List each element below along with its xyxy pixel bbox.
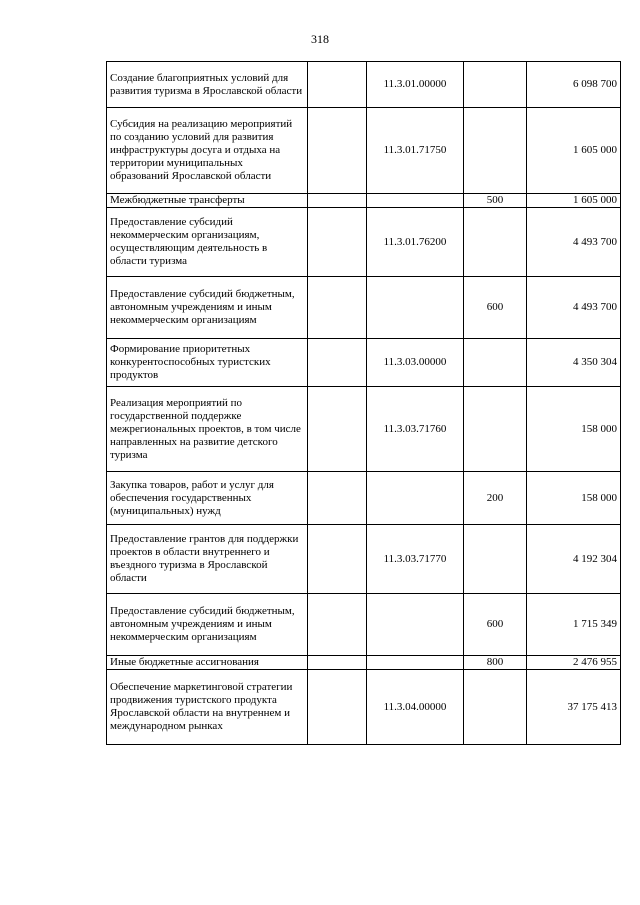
row-amount-cell: 1 715 349 — [527, 594, 621, 656]
budget-table-body — [107, 62, 621, 745]
row-code-cell: 11.3.04.00000 — [367, 670, 464, 745]
row-expense-type-cell: 600 — [464, 277, 527, 339]
table-row — [107, 670, 621, 745]
row-empty-cell — [308, 656, 367, 670]
budget-table — [106, 61, 621, 745]
row-empty-cell — [308, 194, 367, 208]
row-code-cell: 11.3.03.71760 — [367, 387, 464, 472]
row-expense-type-cell — [464, 339, 527, 387]
row-empty-cell — [308, 525, 367, 594]
row-amount-cell: 158 000 — [527, 387, 621, 472]
row-empty-cell — [308, 62, 367, 108]
row-name-cell: Межбюджетные трансферты — [107, 194, 308, 208]
row-code-cell — [367, 594, 464, 656]
row-amount-cell: 4 350 304 — [527, 339, 621, 387]
row-code-cell: 11.3.01.76200 — [367, 208, 464, 277]
row-empty-cell — [308, 387, 367, 472]
row-expense-type-cell — [464, 525, 527, 594]
row-name-cell: Предоставление субсидий бюджетным, автономным учреждениям и иным некоммерческим организациям — [107, 277, 308, 339]
row-code-cell: 11.3.01.00000 — [367, 62, 464, 108]
row-name-cell: Субсидия на реализацию мероприятий по созданию условий для развития инфраструктуры досуга и отдыха на территории муниципальных образований Ярославской области — [107, 108, 308, 194]
table-row — [107, 208, 621, 277]
row-name-cell: Предоставление субсидий некоммерческим организациям, осуществляющим деятельность в области туризма — [107, 208, 308, 277]
row-name-cell: Реализация мероприятий по государственной поддержке межрегиональных проектов, в том числе направленных на развитие детского туризма — [107, 387, 308, 472]
row-expense-type-cell — [464, 108, 527, 194]
row-expense-type-cell — [464, 62, 527, 108]
row-code-cell — [367, 277, 464, 339]
table-row — [107, 277, 621, 339]
table-row — [107, 62, 621, 108]
table-row — [107, 594, 621, 656]
row-code-cell: 11.3.03.00000 — [367, 339, 464, 387]
row-code-cell: 11.3.03.71770 — [367, 525, 464, 594]
row-code-cell — [367, 194, 464, 208]
table-row — [107, 525, 621, 594]
row-amount-cell: 158 000 — [527, 472, 621, 525]
row-empty-cell — [308, 108, 367, 194]
row-name-cell: Создание благоприятных условий для развития туризма в Ярославской области — [107, 62, 308, 108]
row-empty-cell — [308, 472, 367, 525]
row-empty-cell — [308, 670, 367, 745]
table-row — [107, 387, 621, 472]
row-name-cell: Иные бюджетные ассигнования — [107, 656, 308, 670]
row-expense-type-cell: 200 — [464, 472, 527, 525]
row-name-cell: Предоставление субсидий бюджетным, автономным учреждениям и иным некоммерческим организациям — [107, 594, 308, 656]
row-empty-cell — [308, 594, 367, 656]
table-row — [107, 656, 621, 670]
row-amount-cell: 4 493 700 — [527, 208, 621, 277]
row-empty-cell — [308, 208, 367, 277]
row-expense-type-cell: 800 — [464, 656, 527, 670]
row-name-cell: Предоставление грантов для поддержки проектов в области внутреннего и въездного туризма в Ярославской области — [107, 525, 308, 594]
row-name-cell: Закупка товаров, работ и услуг для обеспечения государственных (муниципальных) нужд — [107, 472, 308, 525]
row-expense-type-cell: 600 — [464, 594, 527, 656]
row-expense-type-cell — [464, 670, 527, 745]
row-amount-cell: 4 493 700 — [527, 277, 621, 339]
row-amount-cell: 1 605 000 — [527, 108, 621, 194]
row-amount-cell: 4 192 304 — [527, 525, 621, 594]
row-name-cell: Формирование приоритетных конкурентоспособных туристских продуктов — [107, 339, 308, 387]
row-amount-cell: 1 605 000 — [527, 194, 621, 208]
table-row — [107, 472, 621, 525]
row-amount-cell: 2 476 955 — [527, 656, 621, 670]
page-number: 318 — [311, 32, 329, 46]
row-code-cell: 11.3.01.71750 — [367, 108, 464, 194]
row-expense-type-cell: 500 — [464, 194, 527, 208]
row-code-cell — [367, 472, 464, 525]
table-row — [107, 194, 621, 208]
table-row — [107, 339, 621, 387]
row-empty-cell — [308, 277, 367, 339]
row-expense-type-cell — [464, 208, 527, 277]
row-amount-cell: 6 098 700 — [527, 62, 621, 108]
row-empty-cell — [308, 339, 367, 387]
row-code-cell — [367, 656, 464, 670]
row-expense-type-cell — [464, 387, 527, 472]
table-row — [107, 108, 621, 194]
row-amount-cell: 37 175 413 — [527, 670, 621, 745]
row-name-cell: Обеспечение маркетинговой стратегии продвижения туристского продукта Ярославской области на внутреннем и международном рынках — [107, 670, 308, 745]
